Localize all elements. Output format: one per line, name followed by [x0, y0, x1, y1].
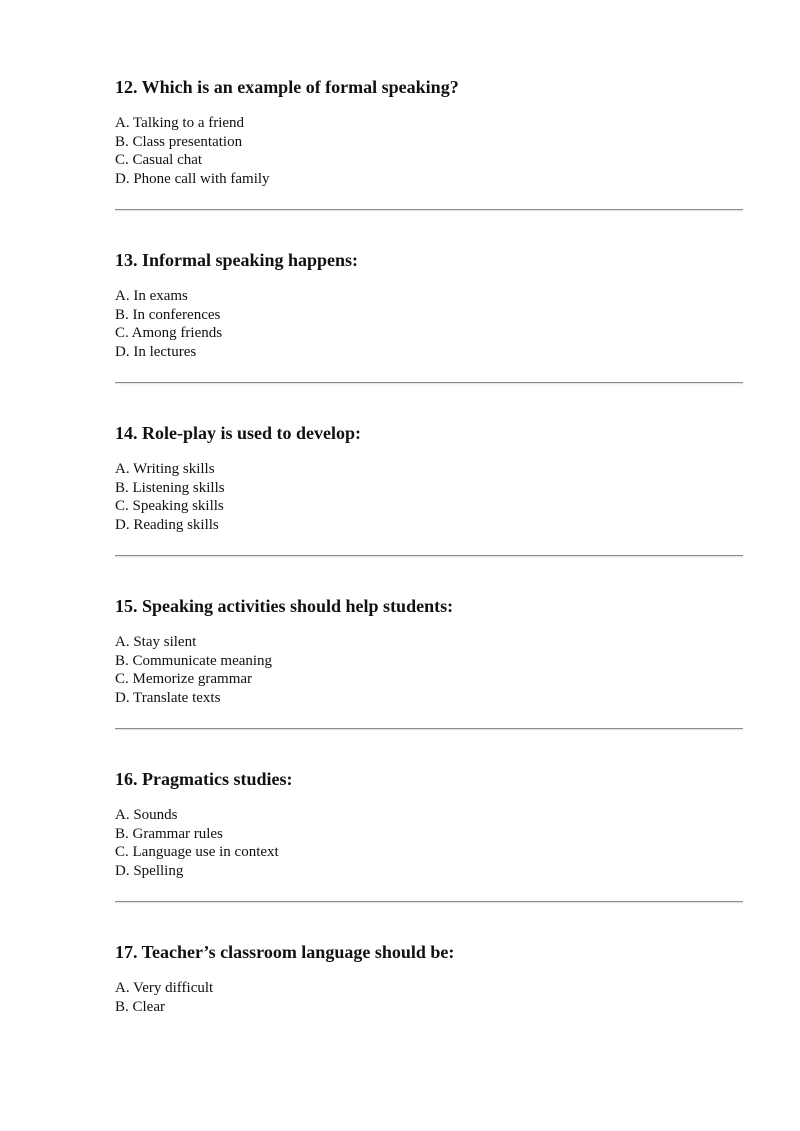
question-16	[115, 768, 743, 880]
option-b: B. Class presentation	[115, 133, 243, 150]
option-c: C. Casual chat	[115, 152, 203, 169]
question-15	[115, 595, 743, 707]
option-list	[115, 114, 743, 188]
option-list	[115, 633, 743, 707]
question-title: 17. Teacher’s classroom language should be:	[115, 942, 455, 962]
option-b: B. In conferences	[115, 306, 221, 323]
option-a: A. Very difficult	[115, 980, 214, 996]
question-13	[115, 249, 743, 361]
question-title: 14. Role-play is used to develop:	[115, 423, 362, 443]
option-a: A. Sounds	[115, 807, 178, 823]
option-b: B. Grammar rules	[115, 825, 223, 842]
divider	[115, 209, 743, 210]
option-b: B. Clear	[115, 998, 165, 1015]
option-list	[115, 287, 743, 361]
divider	[115, 555, 743, 556]
question-12	[115, 76, 743, 188]
divider	[115, 728, 743, 729]
option-b: B. Listening skills	[115, 479, 225, 496]
option-d: D. In lectures	[115, 343, 197, 360]
question-title: 13. Informal speaking happens:	[115, 250, 359, 270]
option-c: C. Memorize grammar	[115, 671, 253, 688]
option-d: D. Translate texts	[115, 689, 221, 706]
option-d: D. Spelling	[115, 862, 184, 879]
question-title: 15. Speaking activities should help students:	[115, 596, 454, 616]
option-c: C. Among friends	[115, 325, 223, 342]
question-17	[115, 941, 743, 1016]
option-a: A. Talking to a friend	[115, 115, 245, 131]
option-a: A. Writing skills	[115, 461, 215, 477]
option-list	[115, 806, 743, 880]
option-b: B. Communicate meaning	[115, 652, 273, 669]
option-a: A. Stay silent	[115, 634, 197, 650]
option-d: D. Reading skills	[115, 516, 219, 533]
question-14	[115, 422, 743, 534]
question-title: 16. Pragmatics studies:	[115, 769, 293, 789]
option-a: A. In exams	[115, 288, 188, 304]
option-d: D. Phone call with family	[115, 170, 270, 187]
option-list	[115, 979, 743, 1016]
divider	[115, 901, 743, 902]
option-c: C. Language use in context	[115, 844, 279, 861]
question-title: 12. Which is an example of formal speaking?	[115, 77, 459, 97]
option-c: C. Speaking skills	[115, 498, 224, 515]
divider	[115, 382, 743, 383]
option-list	[115, 460, 743, 534]
